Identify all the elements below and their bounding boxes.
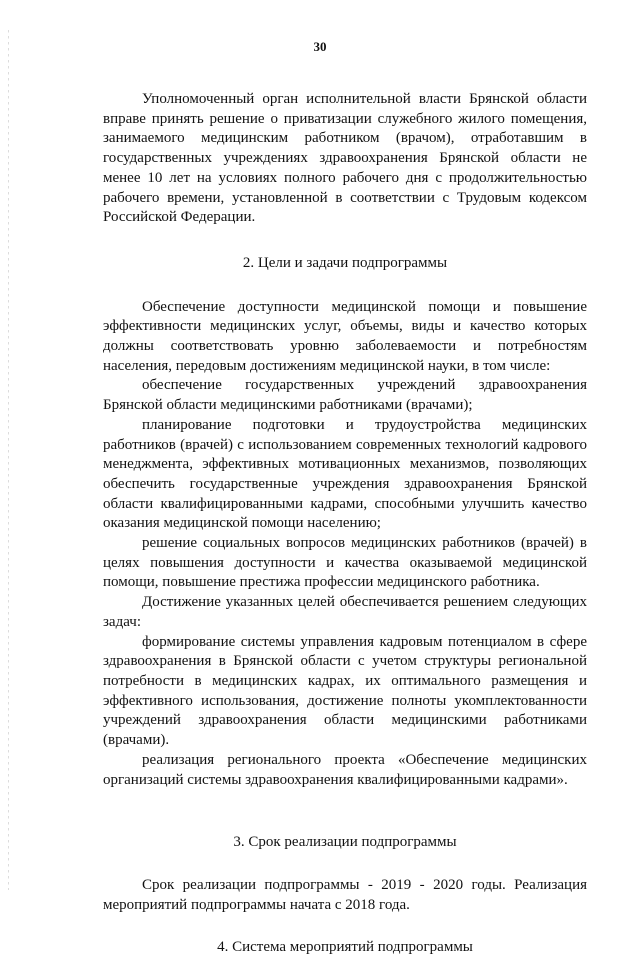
paragraph-term: Срок реализации подпрограммы - 2019 - 2020 годы. Реализация мероприятий подпрограммы начата с 2018 года. (103, 876, 587, 913)
paragraph-task-system: формирование системы управления кадровым потенциалом в сфере здравоохранения в Брянской области с учетом структуры региональной потребности в медицинских кадрах, их оптимального размещения и эффективного использования, достижение полноты укомплектованности учреждений здравоохранения области медицинскими работниками (врачами). (103, 633, 587, 749)
paragraph-tasks-intro: Достижение указанных целей обеспечивается решением следующих задач: (103, 594, 587, 630)
paragraph-privatization: Уполномоченный орган исполнительной власти Брянской области вправе принять решение о приватизации служебного жилого помещения, занимаемого медицинским работником (врачом), отработавшим в государственных учреждениях здравоохранения Брянской области не менее 10 лет на условиях полного рабочего дня с продолжительностью рабочего времени, установленной в соответствии с Трудовым кодексом Российской Федерации. (103, 91, 587, 226)
paragraph-goal-staffing: обеспечение государственных учреждений здравоохранения Брянской области медицинскими работниками (врачами); (103, 377, 587, 414)
section-heading-term: 3. Срок реализации подпрограммы (233, 834, 457, 851)
paragraph-task-project: реализация регионального проекта «Обеспечение медицинских организаций системы здравоохранения квалифицированными кадрами». (103, 751, 587, 788)
document-body (103, 90, 587, 958)
page-number: 30 (313, 39, 327, 54)
paragraph-goal-planning: планирование подготовки и трудоустройства медицинских работников (врачей) с использованием современных технологий кадрового менеджмента, эффективных мотивационных механизмов, позволяющих обеспечить государственные учреждения здравоохранения Брянской области квалифицированными кадрами, способными улучшить качество оказания медицинской помощи населению; (103, 416, 587, 532)
paragraph-goals-intro: Обеспечение доступности медицинской помощи и повышение эффективности медицинских услуг, объемы, виды и качество которых должны соответствовать уровню заболеваемости и потребностям населения, передовым достижениям медицинской науки, в том числе: (103, 298, 587, 374)
paragraph-goal-social: решение социальных вопросов медицинских работников (врачей) в целях повышения доступности и качества оказываемой медицинской помощи, повышение престижа профессии медицинского работника. (103, 535, 587, 591)
section-heading-goals: 2. Цели и задачи подпрограммы (242, 254, 448, 271)
scan-edge-marks (8, 30, 9, 890)
section-heading-activities: 4. Система мероприятий подпрограммы (217, 939, 473, 956)
